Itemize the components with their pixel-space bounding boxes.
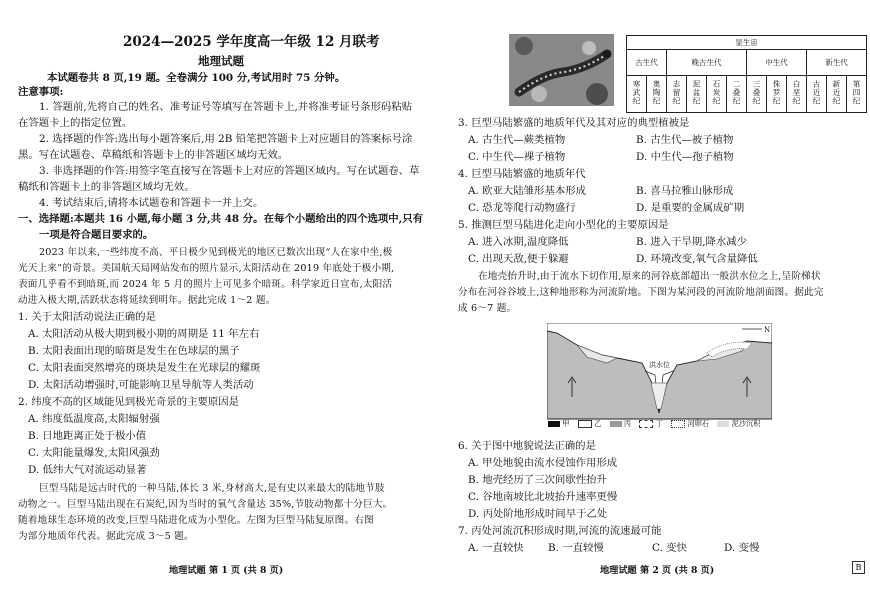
notice-line: 3. 非选择题的作答:用签字笔直接写在答题卡上对应的答题区域内。写在试题卷、草 — [39, 165, 420, 177]
flood-level-label: 洪水位 — [649, 361, 670, 369]
question-7-option[interactable]: B. 一直较慢 — [548, 542, 604, 554]
question-6-option[interactable]: B. 地壳经历了三次间歇性抬升 — [468, 474, 607, 486]
question-4-option[interactable]: B. 喜马拉雅山脉形成 — [636, 185, 734, 197]
era-cell: 晚古生代 — [667, 50, 747, 76]
notice-line: 4. 考试结束后,请将本试题卷和答题卡一并上交。 — [39, 197, 264, 209]
passage-line: 随着地球生态环境的改变,巨型马陆进化成为小型化。左图为巨型马陆复原图。右图 — [18, 515, 374, 526]
question-4-option[interactable]: D. 是重要的金属成矿期 — [636, 202, 745, 214]
legend-swatch-icon — [578, 420, 592, 428]
passage-line: 动物之一。巨型马陆出现在石炭纪,因为当时的氧气含量达 35%,节肢动物都十分巨大。 — [18, 499, 393, 510]
period-cell: 泥盆纪 — [692, 80, 701, 106]
passage-line: 分布在河谷谷坡上,这种地形称为河流阶地。下图为某河段的河流阶地剖面图。据此完 — [458, 287, 824, 298]
question-3-option[interactable]: B. 古生代—被子植物 — [636, 134, 734, 146]
exam-title: 2024—2025 学年度高一年级 12 月联考 — [123, 34, 380, 50]
period-cell: 寒武纪 — [632, 80, 641, 106]
legend-swatch-icon — [717, 421, 729, 427]
passage-line: 光天上来”的奇景。美国航天局网站发布的照片显示,太阳活动在 2019 年底处于极小期, — [18, 263, 395, 274]
question-7-option[interactable]: D. 变慢 — [724, 542, 760, 554]
question-3-stem: 3. 巨型马陆繁盛的地质年代及其对应的典型植被是 — [458, 117, 690, 129]
river-terrace-profile — [547, 323, 772, 431]
question-2-option[interactable]: A. 纬度低温度高,太阳辐射强 — [28, 413, 160, 425]
era-cell: 新生代 — [807, 50, 867, 76]
legend-label: 丙 — [623, 419, 632, 428]
period-cell: 侏罗纪 — [772, 80, 781, 106]
figure-legend — [548, 419, 760, 429]
passage-line: 动进入极大期,活跃状态将延续到明年。据此完成 1～2 题。 — [18, 295, 276, 306]
legend-label: 河卵石 — [687, 419, 710, 428]
direction-label: N — [764, 326, 771, 334]
question-5-option[interactable]: D. 环境改变,氧气含量降低 — [636, 253, 758, 265]
page-mark: B — [852, 561, 865, 574]
legend-label: 乙 — [594, 419, 602, 428]
period-cell: 第四纪 — [852, 80, 861, 106]
notice-line: 稿纸和答题卡上的非答题区域均无效。 — [18, 181, 195, 193]
passage-line: 2023 年以来,一些纬度不高、平日极少见到极光的地区已数次出现“人在家中坐,极 — [39, 247, 393, 258]
subject-title: 地理试题 — [198, 54, 244, 68]
question-5-option[interactable]: C. 出现天敌,便于躲避 — [468, 253, 569, 265]
question-2-stem: 2. 纬度不高的区域能见到极光奇景的主要原因是 — [18, 396, 240, 408]
geologic-timescale-table — [626, 35, 867, 113]
period-cell: 三叠纪 — [752, 80, 761, 106]
question-6-stem: 6. 关于图中地貌说法正确的是 — [458, 440, 596, 452]
question-4-option[interactable]: C. 恐龙等爬行动物盛行 — [468, 202, 576, 214]
legend-swatch-icon — [610, 421, 622, 427]
period-cell: 二叠纪 — [732, 80, 741, 106]
question-6-option[interactable]: D. 丙处阶地形成时间早于乙处 — [468, 508, 608, 520]
notice-line: 2. 选择题的作答:选出每小题答案后,用 2B 铅笔把答题卡上对应题目的答案标号涂 — [39, 133, 413, 145]
period-cell: 奥陶纪 — [652, 80, 661, 106]
question-6-option[interactable]: A. 甲处地貌由流水侵蚀作用形成 — [468, 457, 618, 469]
passage-line: 为部分地质年代表。据此完成 3～5 题。 — [18, 531, 194, 542]
period-cell: 古近纪 — [812, 80, 821, 106]
section-heading: 一项是符合题目要求的。 — [39, 229, 154, 241]
era-cell: 中生代 — [747, 50, 807, 76]
passage-line: 在地壳抬升时,由于流水下切作用,原来的河谷底部超出一般洪水位之上,呈阶梯状 — [478, 271, 821, 282]
notice-line: 1. 答题前,先将自己的姓名、准考证号等填写在答题卡上,并将准考证号条形码粘贴 — [39, 101, 413, 113]
legend-swatch-icon — [639, 420, 653, 428]
question-4-stem: 4. 巨型马陆繁盛的地质年代 — [458, 168, 586, 180]
question-7-option[interactable]: A. 一直较快 — [468, 542, 524, 554]
period-cell: 石炭纪 — [712, 80, 721, 106]
passage-line: 巨型马陆是远古时代的一种马陆,体长 3 米,身材高大,是有史以来最大的陆地节肢 — [39, 483, 385, 494]
question-5-stem: 5. 推测巨型马陆进化走向小型化的主要原因是 — [458, 219, 669, 231]
legend-swatch-icon — [671, 420, 685, 428]
legend-label: 泥沙沉积 — [731, 419, 761, 428]
section-heading: 一、选择题:本题共 16 小题,每小题 3 分,共 48 分。在每个小题给出的四个选项中,只有 — [18, 213, 424, 225]
era-cell: 古生代 — [627, 50, 667, 76]
millipede-image — [509, 34, 614, 106]
question-3-option[interactable]: C. 中生代—裸子植物 — [468, 151, 566, 163]
question-1-stem: 1. 关于太阳活动说法正确的是 — [18, 311, 156, 323]
period-cell: 白垩纪 — [792, 80, 801, 106]
question-1-option[interactable]: D. 太阳活动增强时,可能影响卫星导航等人类活动 — [28, 379, 254, 391]
page-footer-left: 地理试题 第 1 页 (共 8 页) — [169, 565, 284, 576]
question-1-option[interactable]: C. 太阳表面突然增亮的斑块是发生在光球层的耀斑 — [28, 362, 261, 374]
exam-info: 本试题卷共 8 页,19 题。全卷满分 100 分,考试用时 75 分钟。 — [47, 72, 346, 84]
question-5-option[interactable]: A. 进入冰期,温度降低 — [468, 236, 569, 248]
period-cell: 新近纪 — [832, 80, 841, 106]
legend-swatch-icon — [548, 421, 560, 427]
page-footer-right: 地理试题 第 2 页 (共 8 页) — [600, 565, 715, 576]
notice-heading: 注意事项: — [18, 86, 64, 98]
question-2-option[interactable]: C. 太阳能量爆发,太阳风强劲 — [28, 447, 160, 459]
passage-line: 表面几乎看不到暗斑,而 2024 年 5 月的照片上可见多个暗斑。科学家近日宣布,太阳活 — [18, 279, 393, 290]
millipede-photo — [509, 34, 614, 106]
question-1-option[interactable]: B. 太阳表面出现的暗斑是发生在色球层的黑子 — [28, 345, 240, 357]
eon-header: 显生宙 — [627, 36, 867, 50]
question-3-option[interactable]: A. 古生代—蕨类植物 — [468, 134, 566, 146]
legend-label: 甲 — [562, 419, 570, 428]
question-2-option[interactable]: D. 低纬大气对流运动显著 — [28, 464, 147, 476]
question-3-option[interactable]: D. 中生代—孢子植物 — [636, 151, 734, 163]
question-7-stem: 7. 丙处河流沉积形成时期,河流的流速最可能 — [458, 525, 662, 537]
question-2-option[interactable]: B. 日地距离正处于极小值 — [28, 430, 147, 442]
question-1-option[interactable]: A. 太阳活动从极大期到极小期的周期是 11 年左右 — [28, 328, 260, 340]
question-5-option[interactable]: B. 进入干旱期,降水减少 — [636, 236, 748, 248]
question-4-option[interactable]: A. 欧亚大陆雏形基本形成 — [468, 185, 587, 197]
question-7-option[interactable]: C. 变快 — [652, 542, 687, 554]
legend-label: 丁 — [655, 419, 663, 428]
passage-line: 成 6～7 题。 — [458, 303, 517, 314]
period-cell: 志留纪 — [672, 80, 681, 106]
notice-line: 黑。写在试题卷、草稿纸和答题卡上的非答题区域均无效。 — [18, 149, 289, 161]
notice-line: 在答题卡上的指定位置。 — [18, 117, 133, 129]
question-6-option[interactable]: C. 谷地南坡比北坡抬升速率更慢 — [468, 491, 618, 503]
